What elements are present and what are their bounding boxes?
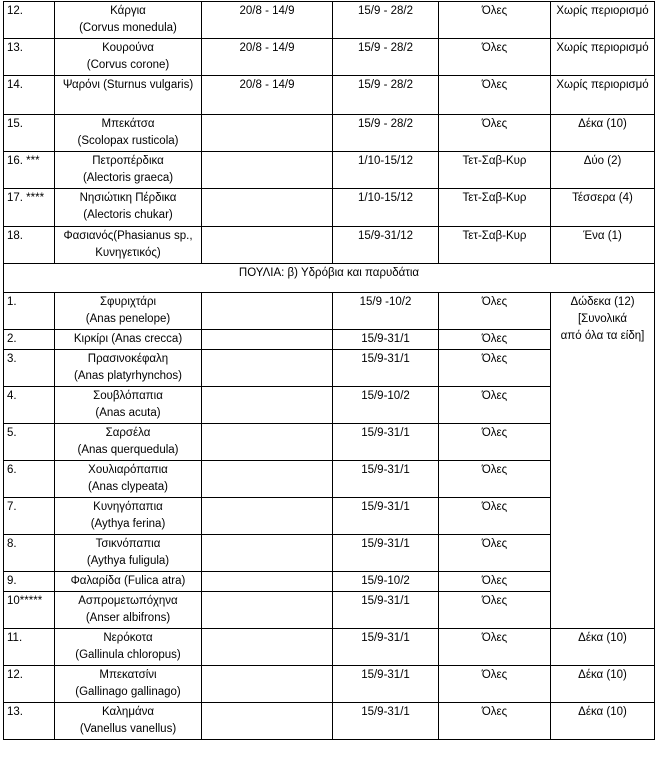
species-name: Τσικνόπαπια	[95, 538, 161, 550]
hunting-days-cell: Όλες	[439, 330, 551, 350]
row-number: 18.	[4, 227, 55, 264]
species-scientific-name: Κυνηγετικός)	[95, 247, 161, 259]
species-cell	[55, 330, 202, 350]
early-season-cell	[202, 330, 333, 350]
species-name: Μπεκάτσα	[101, 118, 155, 130]
table-row	[4, 39, 655, 76]
early-season-cell	[202, 461, 333, 498]
hunting-days-cell: Όλες	[439, 703, 551, 740]
species-name: Πετροπέρδικα	[92, 155, 164, 167]
section-title: ΠΟΥΛΙΑ: β) Υδρόβια και παρυδάτια	[4, 264, 655, 293]
bag-limit-cell: Δύο (2)	[551, 152, 655, 189]
species-name: Κυνηγόπαπια	[93, 501, 163, 513]
table-row	[4, 2, 655, 39]
season-period-cell: 15/9-31/1	[333, 592, 439, 629]
row-number: 8.	[4, 535, 55, 572]
species-name: Φασιανός(Phasianus sp.,	[63, 230, 193, 242]
row-number: 16. ***	[4, 152, 55, 189]
species-cell	[55, 227, 202, 264]
row-number: 12.	[4, 666, 55, 703]
hunting-days-cell: Όλες	[439, 592, 551, 629]
table-row	[4, 227, 655, 264]
species-cell	[55, 39, 202, 76]
table-row	[4, 189, 655, 227]
species-scientific-name: (Anser albifrons)	[85, 612, 171, 624]
early-season-cell	[202, 498, 333, 535]
row-number: 10*****	[4, 592, 55, 629]
season-period-cell: 15/9-31/12	[333, 227, 439, 264]
bag-limit-cell: Δέκα (10)	[551, 115, 655, 152]
row-number: 13.	[4, 39, 55, 76]
species-scientific-name: (Anas platyrhynchos)	[73, 370, 183, 382]
row-number: 7.	[4, 498, 55, 535]
early-season-cell	[202, 666, 333, 703]
hunting-days-cell: Τετ-Σαβ-Κυρ	[439, 152, 551, 189]
hunting-species-table	[3, 1, 655, 740]
species-cell	[55, 2, 202, 39]
early-season-cell	[202, 350, 333, 387]
row-number: 17. ****	[4, 189, 55, 227]
row-number: 9.	[4, 572, 55, 592]
species-scientific-name: (Corvus monedula)	[79, 22, 177, 34]
hunting-days-cell: Όλες	[439, 498, 551, 535]
early-season-cell	[202, 115, 333, 152]
hunting-days-cell: Όλες	[439, 39, 551, 76]
bag-limit-cell: Δέκα (10)	[551, 666, 655, 703]
bag-limit-cell: Χωρίς περιορισμό	[551, 76, 655, 115]
season-period-cell: 1/10-15/12	[333, 152, 439, 189]
species-cell	[55, 592, 202, 629]
hunting-days-cell: Όλες	[439, 350, 551, 387]
early-season-cell	[202, 592, 333, 629]
hunting-days-cell: Όλες	[439, 387, 551, 424]
early-season-cell: 20/8 - 14/9	[202, 2, 333, 39]
season-period-cell: 15/9 - 28/2	[333, 115, 439, 152]
species-cell	[55, 461, 202, 498]
table-row	[4, 76, 655, 115]
species-name: Ασπρομετωπόχηνα	[78, 595, 178, 607]
bag-limit-cell: Χωρίς περιορισμό	[551, 2, 655, 39]
species-cell	[55, 572, 202, 592]
species-cell	[55, 424, 202, 461]
early-season-cell	[202, 535, 333, 572]
season-period-cell: 15/9-31/1	[333, 535, 439, 572]
row-number: 2.	[4, 330, 55, 350]
hunting-days-cell: Τετ-Σαβ-Κυρ	[439, 189, 551, 227]
species-cell	[55, 152, 202, 189]
table-row	[4, 293, 655, 330]
hunting-days-cell: Όλες	[439, 535, 551, 572]
group-bag-limit-line: από όλα τα είδη]	[560, 330, 645, 342]
season-period-cell: 15/9 - 28/2	[333, 2, 439, 39]
species-cell	[55, 387, 202, 424]
species-name: Νερόκοτα	[103, 632, 153, 644]
row-number: 1.	[4, 293, 55, 330]
hunting-days-cell: Όλες	[439, 2, 551, 39]
species-name: Κουρούνα	[102, 42, 154, 54]
early-season-cell	[202, 152, 333, 189]
species-scientific-name: (Anas penelope)	[85, 313, 171, 325]
row-number: 15.	[4, 115, 55, 152]
season-period-cell: 15/9-31/1	[333, 498, 439, 535]
table-row	[4, 703, 655, 740]
species-cell	[55, 189, 202, 227]
early-season-cell	[202, 424, 333, 461]
season-period-cell: 15/9-31/1	[333, 703, 439, 740]
species-cell	[55, 350, 202, 387]
species-name: Καλημάνα	[102, 706, 154, 718]
row-number: 12.	[4, 2, 55, 39]
species-name: Χουλιαρόπαπια	[88, 464, 168, 476]
season-period-cell: 15/9-31/1	[333, 629, 439, 666]
early-season-cell	[202, 572, 333, 592]
row-number: 3.	[4, 350, 55, 387]
species-scientific-name: (Scolopax rusticola)	[77, 135, 179, 147]
species-scientific-name: (Gallinula chloropus)	[75, 649, 181, 661]
species-cell	[55, 498, 202, 535]
hunting-days-cell: Όλες	[439, 629, 551, 666]
hunting-days-cell: Όλες	[439, 666, 551, 703]
row-number: 14.	[4, 76, 55, 115]
table-row	[4, 629, 655, 666]
species-name: Ψαρόνι (Sturnus vulgaris)	[62, 79, 194, 91]
bag-limit-cell: Δέκα (10)	[551, 703, 655, 740]
season-period-cell: 15/9-31/1	[333, 330, 439, 350]
early-season-cell: 20/8 - 14/9	[202, 76, 333, 115]
species-cell	[55, 629, 202, 666]
early-season-cell: 20/8 - 14/9	[202, 39, 333, 76]
row-number: 11.	[4, 629, 55, 666]
early-season-cell	[202, 387, 333, 424]
early-season-cell	[202, 189, 333, 227]
bag-limit-cell: Ένα (1)	[551, 227, 655, 264]
hunting-days-cell: Όλες	[439, 424, 551, 461]
row-number: 6.	[4, 461, 55, 498]
early-season-cell	[202, 629, 333, 666]
species-scientific-name: (Alectoris chukar)	[83, 209, 173, 221]
section-row	[4, 264, 655, 293]
season-period-cell: 15/9-31/1	[333, 666, 439, 703]
species-scientific-name: (Anas querquedula)	[77, 444, 179, 456]
table-row	[4, 152, 655, 189]
species-name: Κάργια	[110, 5, 146, 17]
bag-limit-cell: Δέκα (10)	[551, 629, 655, 666]
early-season-cell	[202, 703, 333, 740]
season-period-cell: 15/9-31/1	[333, 461, 439, 498]
bag-limit-cell: Τέσσερα (4)	[551, 189, 655, 227]
season-period-cell: 1/10-15/12	[333, 189, 439, 227]
season-period-cell: 15/9-31/1	[333, 350, 439, 387]
species-scientific-name: (Anas clypeata)	[88, 481, 168, 493]
table-row	[4, 666, 655, 703]
species-name: Φαλαρίδα (Fulica atra)	[70, 575, 186, 587]
season-period-cell: 15/9-31/1	[333, 424, 439, 461]
species-name: Σαρσέλα	[105, 427, 151, 439]
species-name: Πρασινοκέφαλη	[87, 353, 169, 365]
group-bag-limit-line: Δώδεκα (12)	[570, 296, 635, 308]
species-cell	[55, 535, 202, 572]
season-period-cell: 15/9-10/2	[333, 387, 439, 424]
species-scientific-name: (Corvus corone)	[86, 59, 170, 71]
season-period-cell: 15/9 - 28/2	[333, 39, 439, 76]
hunting-days-cell: Όλες	[439, 293, 551, 330]
species-cell	[55, 115, 202, 152]
early-season-cell	[202, 293, 333, 330]
hunting-days-cell: Όλες	[439, 115, 551, 152]
species-scientific-name: (Aythya ferina)	[90, 518, 166, 530]
species-name: Σουβλόπαπια	[93, 390, 163, 402]
species-cell	[55, 76, 202, 115]
species-scientific-name: (Vanellus vanellus)	[79, 723, 177, 735]
hunting-days-cell: Όλες	[439, 461, 551, 498]
species-scientific-name: (Aythya fuligula)	[86, 555, 170, 567]
row-number: 4.	[4, 387, 55, 424]
species-name: Μπεκατσίνι	[99, 669, 157, 681]
species-cell	[55, 293, 202, 330]
hunting-days-cell: Όλες	[439, 572, 551, 592]
season-period-cell: 15/9 -10/2	[333, 293, 439, 330]
bag-limit-cell: Χωρίς περιορισμό	[551, 39, 655, 76]
row-number: 5.	[4, 424, 55, 461]
species-scientific-name: (Gallinago gallinago)	[75, 686, 181, 698]
early-season-cell	[202, 227, 333, 264]
season-period-cell: 15/9-10/2	[333, 572, 439, 592]
row-number: 13.	[4, 703, 55, 740]
season-period-cell: 15/9 - 28/2	[333, 76, 439, 115]
hunting-days-cell: Όλες	[439, 76, 551, 115]
species-cell	[55, 703, 202, 740]
species-cell	[55, 666, 202, 703]
hunting-days-cell: Τετ-Σαβ-Κυρ	[439, 227, 551, 264]
species-scientific-name: (Alectoris graeca)	[82, 172, 174, 184]
group-bag-limit-line: [Συνολικά	[577, 313, 628, 325]
species-scientific-name: (Anas acuta)	[95, 407, 161, 419]
species-name: Κιρκίρι (Anas crecca)	[73, 333, 183, 345]
group-bag-limit-cell	[551, 293, 655, 629]
table-row	[4, 115, 655, 152]
species-name: Σφυριχτάρι	[99, 296, 157, 308]
species-name: Νησιώτικη Πέρδικα	[79, 192, 177, 204]
